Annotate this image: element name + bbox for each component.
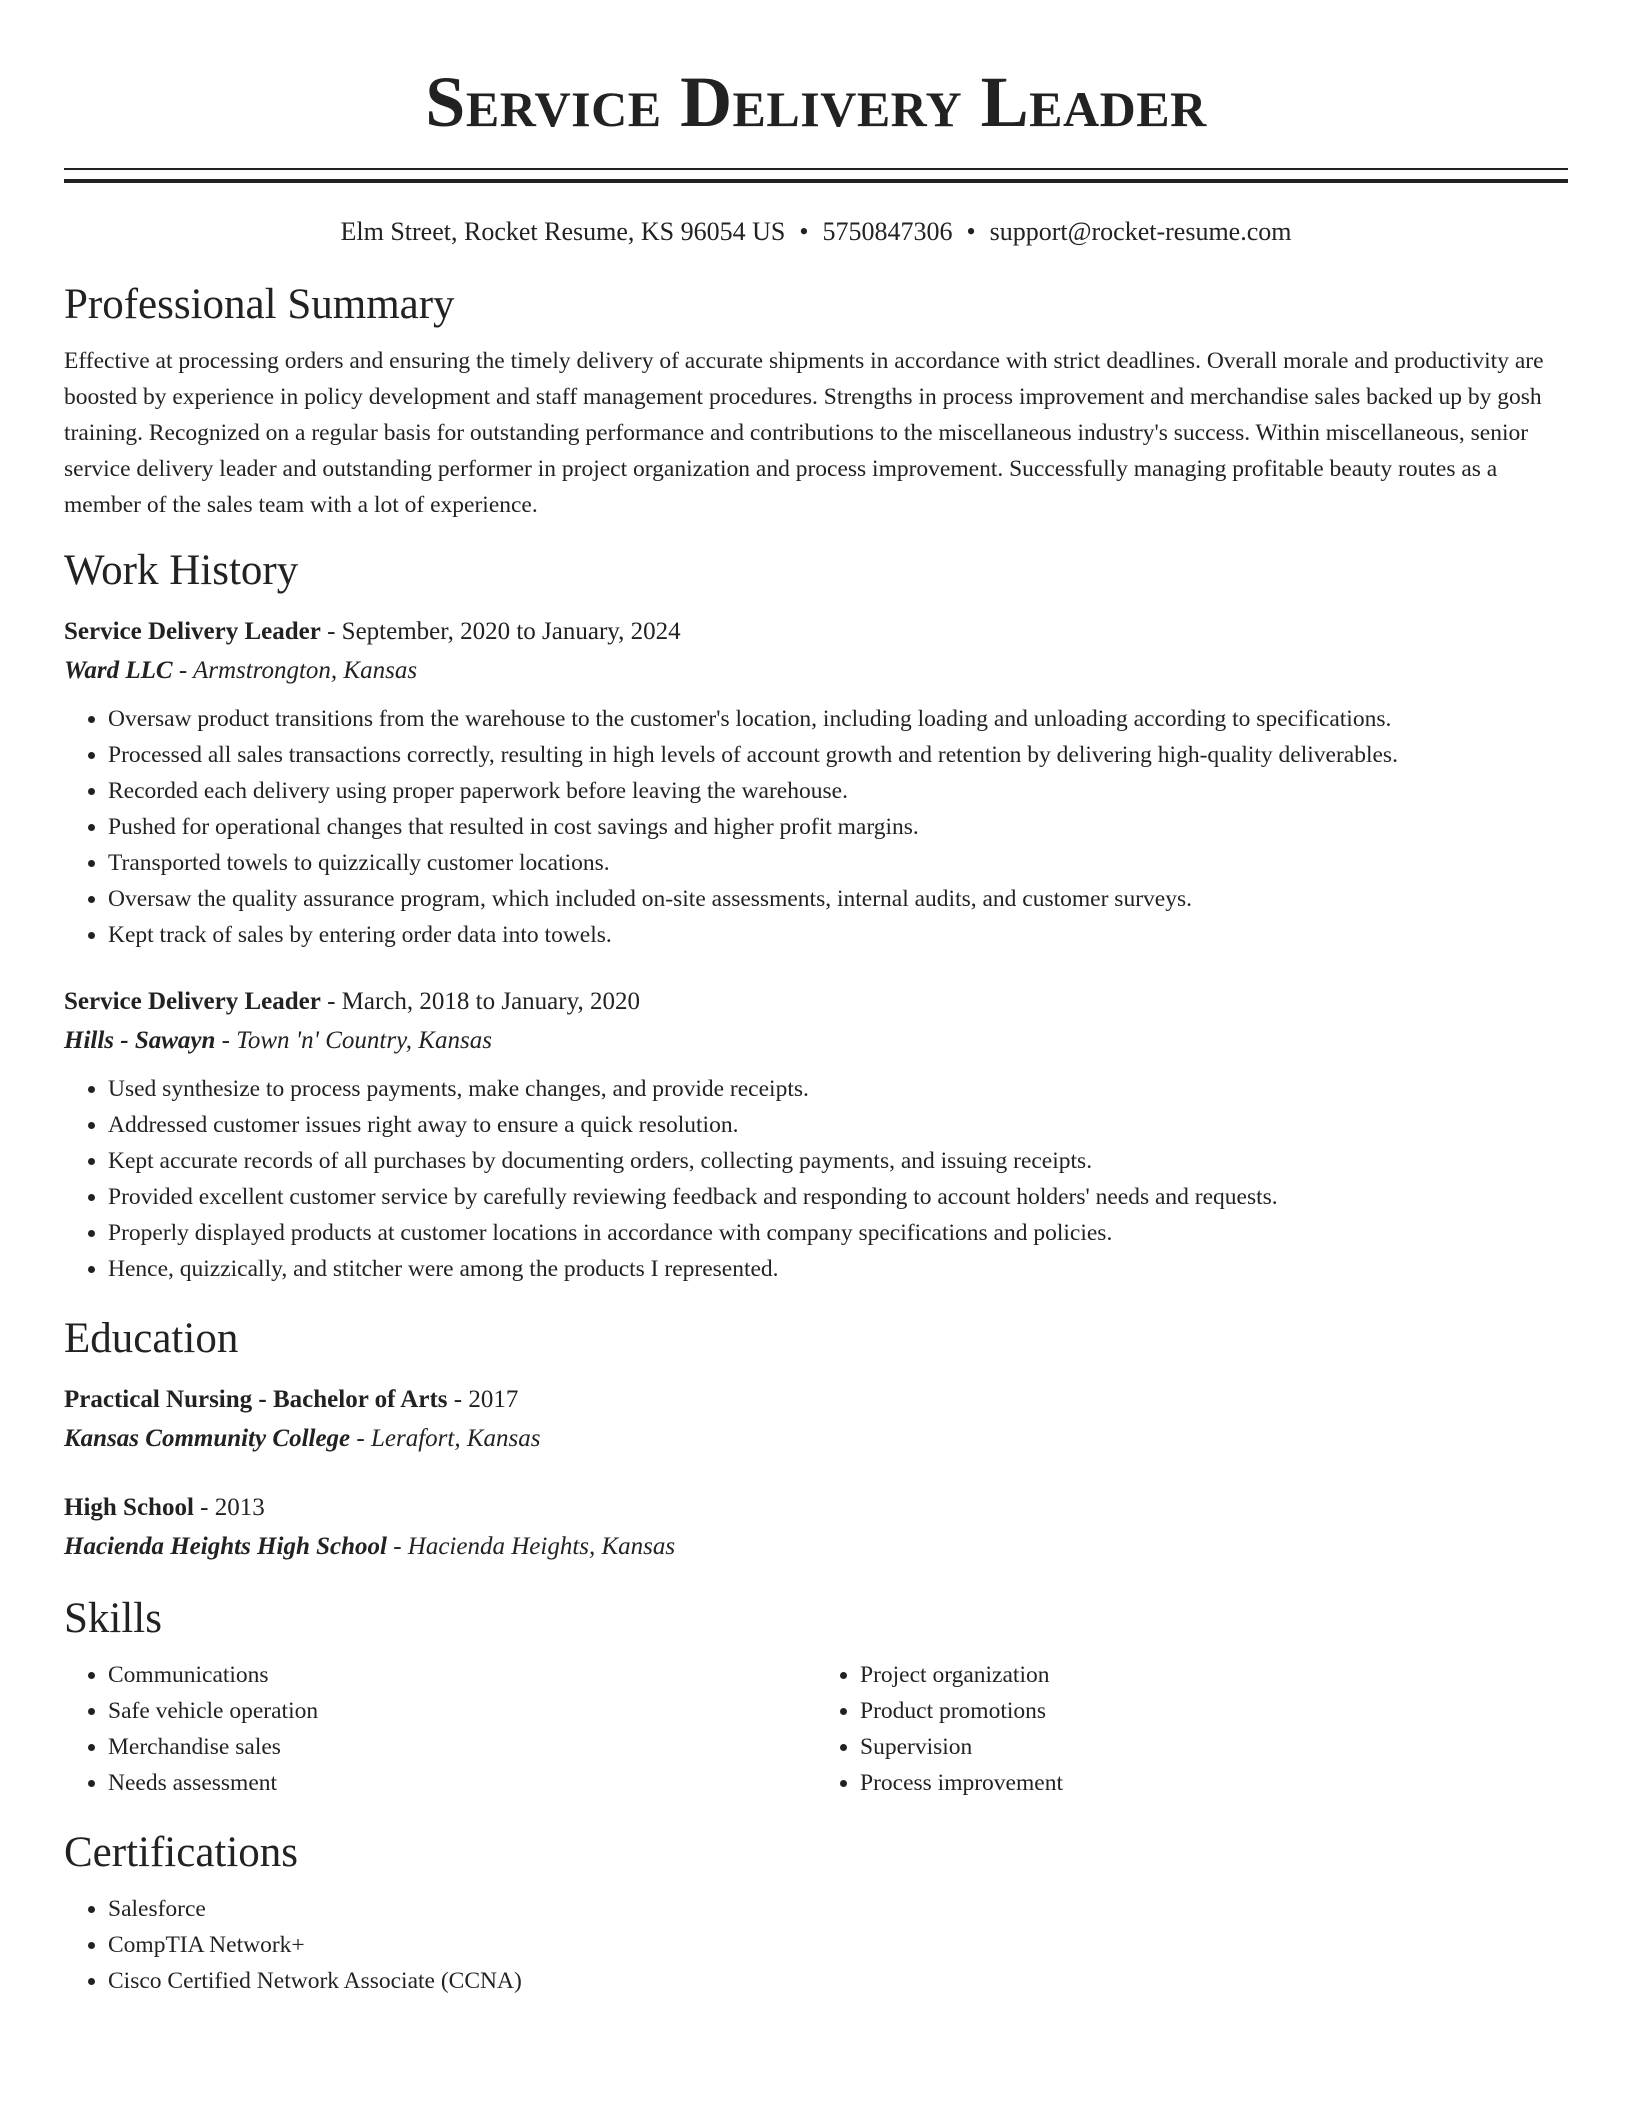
section-title-education: Education [64,1315,239,1362]
job-employer [64,1021,1568,1061]
job-bullet: • Oversaw product transitions from the warehouse to the customer's location, including loading and unloading according to specifications. [108,701,1568,737]
education-school: Kansas Community College [64,1425,351,1452]
job-location: - Town 'n' Country, Kansas [215,1027,492,1054]
job-employer [64,651,1568,691]
certification-item: • Salesforce [108,1891,1568,1927]
job-dates: - March, 2018 to January, 2020 [320,988,640,1015]
skill-item: • Project organization [860,1657,1568,1693]
job-title: Service Delivery Leader [64,618,321,645]
contact-separator: • [799,217,809,246]
skills-grid [64,1657,1568,1801]
job-company: Ward LLC [64,657,173,684]
job-company: Hills - Sawayn [64,1027,216,1054]
section-title-skills: Skills [64,1595,162,1642]
education-entry [64,1381,1568,1459]
section-title-work-history: Work History [64,547,299,594]
job-bullet: • Properly displayed products at customer locations in accordance with company specifications and policies. [108,1215,1568,1251]
job-entry [64,983,1568,1287]
certification-list [64,1891,1568,1999]
skill-item: • Process improvement [860,1765,1568,1801]
header-divider [64,168,1568,183]
contact-separator: • [966,217,976,246]
section-title-summary: Professional Summary [64,281,455,328]
education-heading [64,1381,1568,1419]
skill-item: • Product promotions [860,1693,1568,1729]
education-degree: Practical Nursing - Bachelor of Arts [64,1386,448,1413]
job-bullet: • Kept accurate records of all purchases by documenting orders, collecting payments, and issuing receipts. [108,1143,1568,1179]
education-entry [64,1489,1568,1567]
job-title: Service Delivery Leader [64,988,321,1015]
job-location: - Armstrongton, Kansas [172,657,418,684]
resume-name: Service Delivery Leader [425,62,1207,142]
skill-item: • Needs assessment [108,1765,816,1801]
education-location: - Hacienda Heights, Kansas [386,1533,676,1560]
job-bullet: • Hence, quizzically, and stitcher were among the products I represented. [108,1251,1568,1287]
skill-item: • Safe vehicle operation [108,1693,816,1729]
job-bullets [64,1071,1568,1287]
education-year: - 2017 [447,1386,519,1413]
education-year: - 2013 [193,1494,265,1521]
certification-item: • CompTIA Network+ [108,1927,1568,1963]
education-location: - Lerafort, Kansas [350,1425,541,1452]
job-bullet: • Processed all sales transactions correctly, resulting in high levels of account growth and retention by delivering high-quality deliverables. [108,737,1568,773]
job-entry [64,613,1568,953]
job-bullets [64,701,1568,953]
job-bullet: • Provided excellent customer service by carefully reviewing feedback and responding to account holders' needs and requests. [108,1179,1568,1215]
job-bullet: • Oversaw the quality assurance program, which included on-site assessments, internal audits, and customer surveys. [108,881,1568,917]
job-heading [64,983,1568,1021]
education-institution [64,1527,1568,1567]
skills-column-right [816,1657,1568,1801]
job-bullet: • Used synthesize to process payments, make changes, and provide receipts. [108,1071,1568,1107]
job-bullet: • Recorded each delivery using proper paperwork before leaving the warehouse. [108,773,1568,809]
job-dates: - September, 2020 to January, 2024 [320,618,681,645]
job-bullet: • Addressed customer issues right away to ensure a quick resolution. [108,1107,1568,1143]
contact-phone: 5750847306 [822,217,953,246]
summary-text: Effective at processing orders and ensuring the timely delivery of accurate shipments in accordance with strict deadlines. Overall morale and productivity are boosted by experience in policy development and staff management procedures. Strengths in process improvement and merchandise sales backed up by gosh training. Recognized on a regular basis for outstanding performance and contributions to the miscellaneous industry's success. Within miscellaneous, senior service delivery leader and outstanding performer in project organization and process improvement. Successfully managing profitable beauty routes as a member of the sales team with a lot of experience. [64,348,1544,518]
skills-column-left [64,1657,816,1801]
contact-email: support@rocket-resume.com [989,217,1292,246]
education-institution [64,1419,1568,1459]
skill-item: • Merchandise sales [108,1729,816,1765]
job-bullet: • Transported towels to quizzically customer locations. [108,845,1568,881]
education-school: Hacienda Heights High School [64,1533,387,1560]
contact-address: Elm Street, Rocket Resume, KS 96054 US [340,217,786,246]
job-bullet: • Kept track of sales by entering order data into towels. [108,917,1568,953]
job-bullet: • Pushed for operational changes that resulted in cost savings and higher profit margins. [108,809,1568,845]
education-degree: High School [64,1494,194,1521]
education-heading [64,1489,1568,1527]
section-title-certifications: Certifications [64,1829,299,1876]
contact-line [64,215,1568,249]
job-heading [64,613,1568,651]
certification-item: • Cisco Certified Network Associate (CCNA) [108,1963,1568,1999]
skill-item: • Communications [108,1657,816,1693]
skill-item: • Supervision [860,1729,1568,1765]
